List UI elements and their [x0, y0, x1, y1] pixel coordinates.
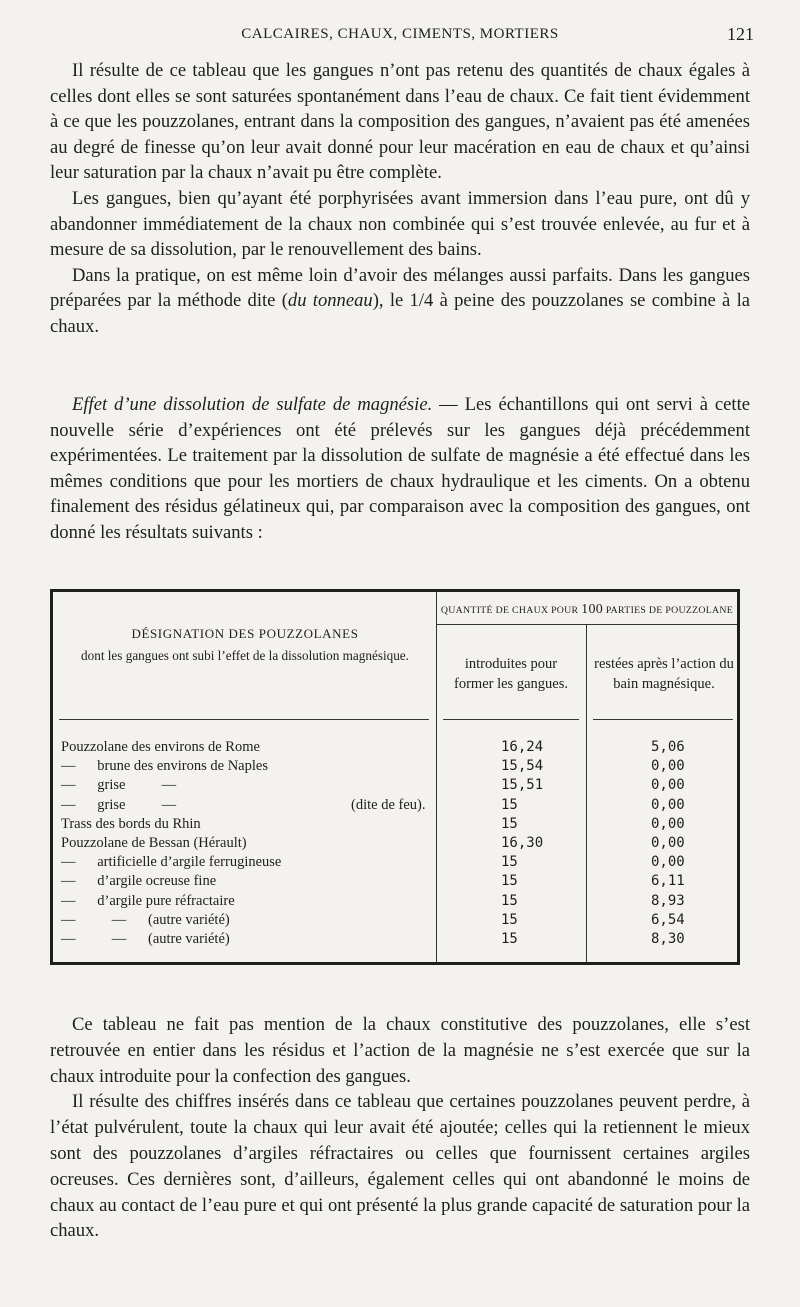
text-run: ), le 1/4 à peine des pouzzolanes se combine à la chaux. — [50, 290, 750, 337]
group-header-post: PARTIES DE POUZZOLANE — [605, 605, 734, 616]
lime-introduced-value: 16,24 — [501, 739, 544, 755]
row-designation: — d’argile ocreuse fine — [61, 873, 217, 890]
lime-introduced-value: 16,30 — [501, 834, 544, 851]
col3-header: restées après l’action du bain magnésique. — [594, 656, 734, 692]
group-header — [437, 600, 737, 621]
lime-introduced-value: 15 — [501, 930, 518, 947]
header-rule — [593, 719, 733, 720]
table-row — [61, 815, 733, 834]
lime-remaining-value: 5,06 — [651, 739, 685, 755]
header-rule — [443, 719, 579, 720]
lime-remaining-value: 8,30 — [651, 930, 685, 947]
col2-header: introduites pour former les gangues. — [454, 656, 568, 692]
row-note: (dite de feu). — [351, 796, 426, 813]
italic-term: du tonneau — [287, 290, 373, 312]
lime-introduced-value: 15 — [501, 796, 518, 813]
lime-remaining-value: 0,00 — [651, 777, 685, 794]
row-designation: — d’argile pure réfractaire — [61, 892, 235, 909]
results-table — [50, 589, 740, 965]
running-title: CALCAIRES, CHAUX, CIMENTS, MORTIERS — [241, 26, 559, 42]
table-row — [61, 930, 733, 949]
lime-remaining-value: 6,11 — [651, 873, 685, 890]
section-title: Effet d’une dissolution de sulfate de magnésie. — [72, 394, 433, 415]
lime-remaining-value: 0,00 — [651, 796, 685, 813]
lime-introduced-value: 15,51 — [501, 777, 544, 794]
lime-introduced-value: 15,54 — [501, 758, 544, 775]
paragraph: Les gangues, bien qu’ayant été porphyrisées avant immersion dans l’eau pure, ont dû y abandonner immédiatement de la chaux non combinée qui s’est trouvée enlevée, au fur et à mesure de sa dissolution, par le renouvellement des bains. — [50, 187, 750, 261]
header-rule — [59, 719, 429, 720]
table-row — [61, 757, 733, 776]
group-header-num: 100 — [581, 602, 604, 617]
section-text — [50, 392, 750, 546]
row-designation: — grise — — [61, 777, 177, 794]
lime-introduced-value: 15 — [501, 911, 518, 928]
lime-introduced-value: 15 — [501, 873, 518, 890]
table-row — [61, 796, 733, 815]
lime-introduced-value: 15 — [501, 892, 518, 909]
lime-remaining-value: 0,00 — [651, 815, 685, 832]
running-head — [0, 22, 800, 48]
col1-header — [63, 624, 427, 666]
table-row — [61, 892, 733, 911]
text-run: — Les échantillons qui ont servi à cette nouvelle série d’expériences ont été prélevés sur les gangues déjà précédemment expérimentées. Le traitement par la dissolution de sulfate de magnésie a été effectué dans les mêmes conditions que pour les mortiers de chaux hydraulique et les ciments. On a obtenu finalement des résidus gélatineux qui, par comparaison avec la composition des gangues, ont donné les résultats suivants : — [50, 394, 750, 543]
table-row — [61, 834, 733, 853]
row-designation: — grise — — [61, 796, 177, 813]
row-designation: Pouzzolane de Bessan (Hérault) — [61, 834, 247, 851]
paragraph: Ce tableau ne fait pas mention de la chaux constitutive des pouzzolanes, elle s’est retrouvée en entier dans les résidus et l’action de la magnésie ne s’est exercée que sur la chaux introduite pour la confection des gangues. — [50, 1014, 750, 1087]
text-run: Dans la pratique, on est même loin d’avoir des mélanges aussi parfaits. Dans les gangues préparées par la méthode dite ( — [50, 264, 750, 312]
paragraph — [50, 392, 750, 546]
closing-text — [50, 1012, 750, 1244]
lime-remaining-value: 0,00 — [651, 834, 685, 851]
group-header-pre: QUANTITÉ DE CHAUX POUR — [440, 605, 579, 616]
table-body — [61, 738, 733, 949]
lime-introduced-value: 15 — [501, 815, 518, 832]
paragraph — [50, 263, 750, 340]
paragraph: Il résulte des chiffres insérés dans ce tableau que certaines pouzzolanes peuvent perdre, à l’état pulvérulent, toute la chaux qui leur avait été ajoutée; celles qui la retiennent le mieux sont des pouzzolanes d’argiles réfractaires ou celles que fournissent certaines argiles ocreuses. Ces dernières sont, d’ailleurs, également celles qui ont abandonné le moins de chaux au contact de l’eau pure et qui ont présenté la plus grande capacité de saturation pour la chaux. — [50, 1091, 750, 1242]
lime-introduced-value: 15 — [501, 854, 518, 871]
row-designation: — — (autre variété) — [61, 911, 230, 928]
col1-title: DÉSIGNATION DES POUZZOLANES — [131, 626, 359, 641]
table-row — [61, 853, 733, 872]
lime-remaining-value: 0,00 — [651, 758, 685, 775]
lime-remaining-value: 0,00 — [651, 854, 685, 871]
row-designation: — — (autre variété) — [61, 930, 230, 947]
col1-subtitle: dont les gangues ont subi l’effet de la dissolution magnésique. — [81, 648, 409, 663]
table-row — [61, 911, 733, 930]
intro-text — [50, 58, 750, 340]
row-designation: — brune des environs de Naples — [61, 758, 268, 775]
row-designation: Pouzzolane des environs de Rome — [61, 739, 260, 755]
row-designation: Trass des bords du Rhin — [61, 815, 201, 832]
page-number: 121 — [727, 24, 754, 44]
lime-remaining-value: 6,54 — [651, 911, 685, 928]
table-row — [61, 872, 733, 891]
table-row — [61, 776, 733, 795]
row-designation: — artificielle d’argile ferrugineuse — [61, 854, 282, 871]
lime-remaining-value: 8,93 — [651, 892, 685, 909]
paragraph: Il résulte de ce tableau que les gangues n’ont pas retenu des quantités de chaux égales à celles dont elles se sont saturées spontanément dans l’eau de chaux. Ce fait tient évidemment à ce que les pouzzolanes, entrant dans la composition des gangues, n’avaient pas été amenées au degré de finesse qu’on leur avait donné pour leur macération en eau de chaux et qu’ainsi leur saturation par la chaux n’avait pu être complète. — [50, 60, 750, 184]
table-row — [61, 738, 733, 757]
header-divider — [436, 624, 737, 625]
